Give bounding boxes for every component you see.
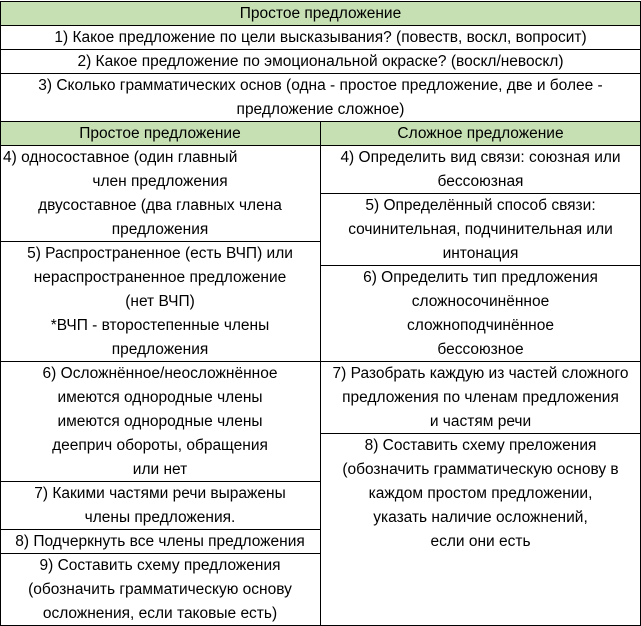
simple-cell: (нет ВЧП) — [125, 293, 195, 310]
border-line — [320, 193, 641, 194]
simple-cell: (обозначить грамматическую основу — [28, 581, 292, 598]
border-line — [0, 241, 320, 242]
simple-cell: предложения — [111, 221, 209, 238]
step-row — [0, 98, 641, 122]
step-1: 1) Какое предложение по цели высказывания? (повеств, воскл, вопросит) — [54, 29, 587, 46]
simple-cell: 4) односоставное (один главный — [3, 149, 238, 166]
simple-cell: имеются однородные члены — [57, 389, 263, 406]
complex-cell: 5) Определённый способ связи: — [365, 197, 596, 214]
step-row — [0, 26, 641, 50]
simple-cell: нераспространенное предложение — [33, 269, 287, 286]
step-row — [0, 74, 641, 98]
simple-cell: осложнения, если таковые есть) — [42, 605, 278, 622]
border-line — [0, 1, 641, 2]
complex-cell: 4) Определить вид связи: союзная или — [340, 149, 621, 166]
complex-cell: и частям речи — [429, 413, 532, 430]
simple-cell: член предложения — [92, 173, 228, 190]
simple-cell: двусоставное (два главных члена — [38, 197, 282, 214]
border-line — [320, 433, 641, 434]
complex-cell: сочинительная, подчинительная или — [348, 221, 613, 238]
column-header-simple: Простое предложение — [0, 122, 320, 146]
border-line — [0, 361, 320, 362]
border-line — [0, 553, 320, 554]
complex-cell: бессоюзная — [437, 173, 524, 190]
border-line — [0, 481, 320, 482]
complex-cell: сложносочинённое — [411, 293, 550, 310]
border-line — [0, 25, 641, 26]
simple-cell: предложения — [111, 341, 209, 358]
complex-cell: 7) Разобрать каждую из частей сложного — [332, 365, 629, 382]
complex-cell: интонация — [442, 245, 519, 262]
simple-cell: 7) Какими частями речи выражены — [34, 485, 286, 502]
complex-cell: указать наличие осложнений, — [373, 509, 588, 526]
table-title: Простое предложение — [0, 2, 641, 26]
simple-cell: 8) Подчеркнуть все члены предложения — [15, 533, 305, 550]
complex-cell: 6) Определить тип предложения — [363, 269, 598, 286]
simple-cell: 5) Распространенное (есть ВЧП) или — [27, 245, 293, 262]
column-header-complex: Сложное предложение — [320, 122, 641, 146]
simple-cell: или нет — [132, 461, 188, 478]
border-line — [320, 265, 641, 266]
complex-cell: (обозначить грамматическую основу в — [342, 461, 619, 478]
simple-cell: 6) Осложнённое/неосложнённое — [42, 365, 278, 382]
complex-cell: предложения по членам предложения — [342, 389, 619, 406]
complex-cell: если они есть — [430, 533, 531, 550]
simple-cell: члены предложения. — [84, 509, 236, 526]
table-title-row — [0, 2, 641, 26]
simple-cell: *ВЧП - второстепенные члены — [50, 317, 270, 334]
border-line — [0, 49, 641, 50]
complex-cell: каждом простом предложении, — [368, 485, 593, 502]
border-line — [320, 361, 641, 362]
complex-cell: сложноподчинённое — [407, 317, 554, 334]
complex-cell: бессоюзное — [437, 341, 524, 358]
border-line — [320, 121, 321, 626]
border-line — [0, 73, 641, 74]
border-line — [0, 1, 1, 626]
step-3: 3) Сколько грамматических основ (одна - простое предложение, две и более - — [38, 77, 603, 94]
step-2: 2) Какое предложение по эмоциональной окраске? (воскл/невоскл) — [77, 53, 564, 70]
simple-cell: дееприч обороты, обращения — [52, 437, 268, 454]
border-line — [0, 529, 320, 530]
step-3-cont: предложение сложное) — [236, 101, 405, 118]
step-row — [0, 50, 641, 74]
simple-cell: имеются однородные члены — [57, 413, 263, 430]
simple-cell: 9) Составить схему предложения — [39, 557, 281, 574]
complex-cell: 8) Составить схему преложения — [364, 437, 597, 454]
